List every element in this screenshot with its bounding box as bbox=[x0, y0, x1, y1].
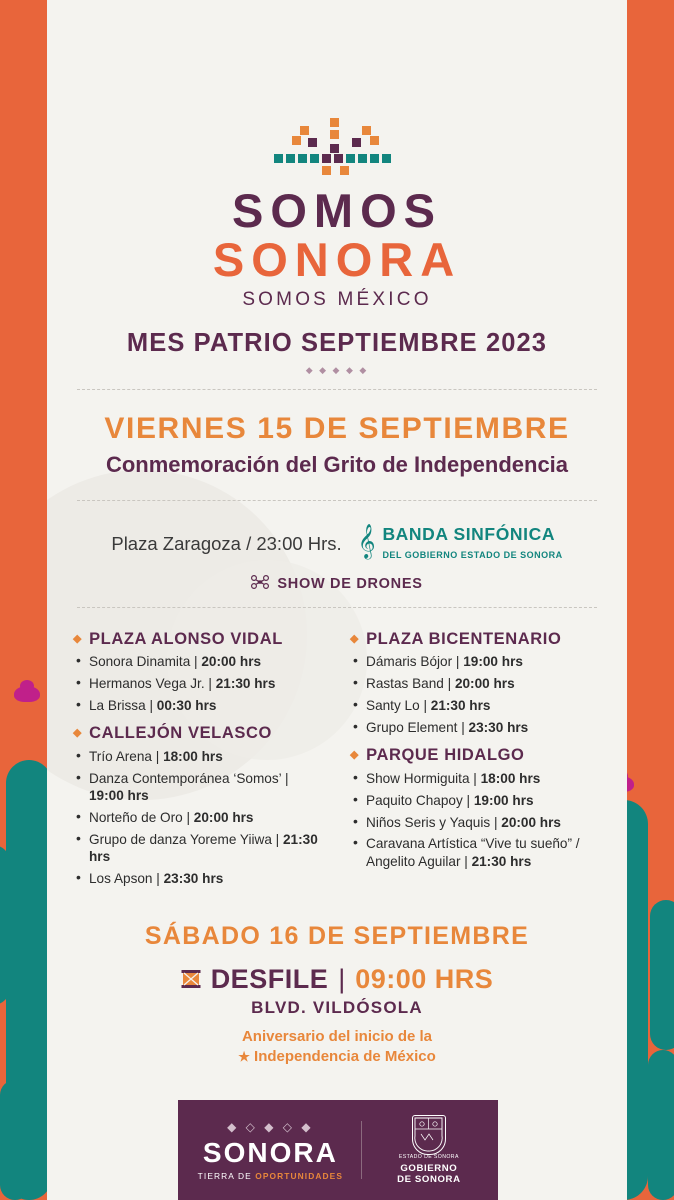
venue-columns bbox=[73, 630, 601, 898]
act-time: 21:30 hrs bbox=[471, 853, 532, 869]
act-name: Paquito Chapoy bbox=[366, 792, 463, 808]
list-item: • Show Hormiguita | 18:00 hrs bbox=[350, 770, 601, 787]
list-item: • Danza Contemporánea ‘Somos’ | 19:00 hrs bbox=[73, 770, 324, 805]
brand-line-2: SONORA bbox=[212, 233, 462, 287]
act-time: 19:00 hrs bbox=[473, 792, 534, 808]
cactus-right-short bbox=[648, 1050, 674, 1200]
act-time: 23:30 hrs bbox=[163, 871, 224, 887]
act-time: 00:30 hrs bbox=[156, 697, 217, 713]
venue-name: PLAZA ALONSO VIDAL bbox=[89, 629, 283, 648]
cactus-right-arm bbox=[650, 900, 674, 1050]
act-time: 20:00 hrs bbox=[201, 654, 262, 670]
footer-sonora-logo bbox=[192, 1120, 349, 1181]
list-item: • Los Apson | 23:30 hrs bbox=[73, 870, 324, 887]
act-time: 21:30 hrs bbox=[430, 697, 491, 713]
parade-time: 09:00 HRS bbox=[355, 963, 494, 994]
venue-title bbox=[350, 630, 601, 649]
footer-logo-bar bbox=[178, 1100, 498, 1200]
drum-icon bbox=[181, 968, 201, 990]
footer-gov-text bbox=[374, 1163, 484, 1185]
venue-name: PARQUE HIDALGO bbox=[366, 746, 525, 765]
star-icon: ★ bbox=[238, 1048, 250, 1064]
drone-show-row bbox=[73, 575, 601, 593]
parade-label: DESFILE bbox=[210, 963, 329, 994]
list-item: • Rastas Band | 20:00 hrs bbox=[350, 675, 601, 692]
venue-title bbox=[73, 630, 324, 649]
act-name: Santy Lo bbox=[366, 697, 420, 713]
diamond-icon: ◆ bbox=[73, 632, 83, 645]
list-item: • Norteño de Oro | 20:00 hrs bbox=[73, 809, 324, 826]
act-name: Norteño de Oro bbox=[89, 810, 183, 826]
act-time: 18:00 hrs bbox=[480, 770, 541, 786]
act-name: Caravana Artística “Vive tu sueño” / Angelito Aguilar bbox=[366, 836, 580, 869]
drone-icon bbox=[251, 575, 269, 593]
act-time: 21:30 hrs bbox=[215, 676, 276, 692]
dots-decoration: ◆ ◆ ◆ ◆ ◆ bbox=[305, 364, 369, 375]
venue-block bbox=[73, 630, 324, 715]
footer-tagline-b: OPORTUNIDADES bbox=[255, 1170, 344, 1181]
diamond-icon: ◆ bbox=[350, 749, 360, 762]
act-name: Danza Contemporánea ‘Somos’ bbox=[89, 770, 282, 786]
brand-line-3: SOMOS MÉXICO bbox=[242, 288, 432, 310]
venue-block bbox=[350, 746, 601, 870]
parade-location: BLVD. VILDÓSOLA bbox=[251, 997, 423, 1017]
brand-line-1: SOMOS bbox=[232, 184, 442, 237]
act-time: 20:00 hrs bbox=[454, 676, 515, 692]
band-title: BANDA SINFÓNICA bbox=[382, 523, 556, 544]
act-name: Niños Seris y Yaquis bbox=[366, 814, 491, 830]
state-seal-icon bbox=[412, 1115, 446, 1155]
venue-name: CALLEJÓN VELASCO bbox=[89, 724, 272, 743]
parade-row bbox=[73, 964, 601, 995]
list-item: • Sonora Dinamita | 20:00 hrs bbox=[73, 653, 324, 670]
act-time: 19:00 hrs bbox=[89, 788, 149, 804]
divider-top bbox=[77, 389, 597, 390]
footer-gov-line-2: DE SONORA bbox=[397, 1174, 461, 1185]
list-item: • Grupo Element | 23:30 hrs bbox=[350, 719, 601, 736]
act-name: Trío Arena bbox=[89, 748, 152, 764]
act-time: 20:00 hrs bbox=[501, 814, 561, 830]
friday-event: Conmemoración del Grito de Independencia bbox=[105, 451, 569, 477]
venue-name: PLAZA BICENTENARIO bbox=[366, 629, 562, 648]
parade-separator: | bbox=[338, 963, 346, 994]
footer-divider bbox=[361, 1121, 362, 1179]
cactus-left-stub bbox=[0, 1080, 30, 1200]
band-subtitle: DEL GOBIERNO ESTADO DE SONORA bbox=[382, 549, 563, 560]
poster-content bbox=[47, 0, 627, 1067]
list-item: • Caravana Artística “Vive tu sueño” / Angelito Aguilar | 21:30 hrs bbox=[350, 835, 601, 870]
venue-title bbox=[73, 724, 324, 743]
venue-block bbox=[73, 724, 324, 887]
footer-government-logo bbox=[374, 1115, 484, 1185]
act-time: 23:30 hrs bbox=[468, 719, 529, 735]
parade-note-line-1: Aniversario del inicio de la bbox=[241, 1027, 433, 1045]
saturday-date: SÁBADO 16 DE SEPTIEMBRE bbox=[144, 921, 530, 950]
venue-column-left bbox=[73, 630, 324, 898]
act-time: 18:00 hrs bbox=[163, 748, 223, 764]
act-name: Grupo de danza Yoreme Yiiwa bbox=[89, 831, 272, 847]
list-item: • La Brissa | 00:30 hrs bbox=[73, 697, 324, 714]
act-time: 20:00 hrs bbox=[193, 810, 254, 826]
poster-card bbox=[47, 0, 627, 1200]
diamond-icon: ◆ bbox=[350, 632, 360, 645]
band-block bbox=[358, 525, 563, 563]
footer-tagline-a: TIERRA DE bbox=[197, 1170, 256, 1181]
act-time: 19:00 hrs bbox=[463, 654, 523, 670]
list-item: • Niños Seris y Yaquis | 20:00 hrs bbox=[350, 814, 601, 831]
list-item: • Trío Arena | 18:00 hrs bbox=[73, 748, 324, 765]
seal-label: ESTADO DE SONORA bbox=[398, 1153, 459, 1160]
footer-tagline bbox=[192, 1171, 349, 1181]
list-item: • Dámaris Bójor | 19:00 hrs bbox=[350, 653, 601, 670]
list-item: • Paquito Chapoy | 19:00 hrs bbox=[350, 792, 601, 809]
act-name: Hermanos Vega Jr. bbox=[89, 676, 205, 692]
act-name: Los Apson bbox=[89, 871, 153, 887]
act-name: La Brissa bbox=[89, 697, 146, 713]
act-name: Sonora Dinamita bbox=[89, 654, 191, 670]
parade-note bbox=[73, 1027, 601, 1068]
act-name: Dámaris Bójor bbox=[366, 654, 453, 670]
footer-pixel-decoration: ◆ ◇ ◆ ◇ ◆ bbox=[227, 1119, 314, 1134]
brand-logo bbox=[73, 0, 601, 311]
footer-state-name: SONORA bbox=[202, 1136, 338, 1168]
cactus-left-arm bbox=[0, 845, 10, 1005]
cactus-flower bbox=[14, 686, 40, 702]
parade-note-line-2: Independencia de México bbox=[254, 1047, 436, 1065]
diamond-icon: ◆ bbox=[73, 727, 83, 740]
act-name: Rastas Band bbox=[366, 676, 444, 692]
divider-mid bbox=[77, 500, 597, 501]
friday-date: VIERNES 15 DE SEPTIEMBRE bbox=[104, 411, 570, 445]
divider-lower bbox=[77, 607, 597, 608]
poster-subtitle: MES PATRIO SEPTIEMBRE 2023 bbox=[126, 328, 548, 357]
venue-column-right bbox=[350, 630, 601, 898]
main-event-place: Plaza Zaragoza / 23:00 Hrs. bbox=[111, 532, 342, 554]
list-item: • Santy Lo | 21:30 hrs bbox=[350, 697, 601, 714]
list-item: • Hermanos Vega Jr. | 21:30 hrs bbox=[73, 675, 324, 692]
act-name: Grupo Element bbox=[366, 719, 458, 735]
act-name: Show Hormiguita bbox=[366, 770, 470, 786]
venue-title bbox=[350, 746, 601, 765]
drone-show-label: SHOW DE DRONES bbox=[277, 575, 423, 592]
pixel-rays-decoration bbox=[252, 118, 422, 178]
treble-clef-icon: 𝄞 bbox=[357, 524, 376, 558]
list-item: • Grupo de danza Yoreme Yiiwa | 21:30 hrs bbox=[73, 831, 324, 866]
venue-block bbox=[350, 630, 601, 737]
footer-gov-line-1: GOBIERNO bbox=[400, 1162, 458, 1174]
main-event-row bbox=[73, 525, 601, 563]
act-time: 21:30 hrs bbox=[89, 831, 318, 865]
